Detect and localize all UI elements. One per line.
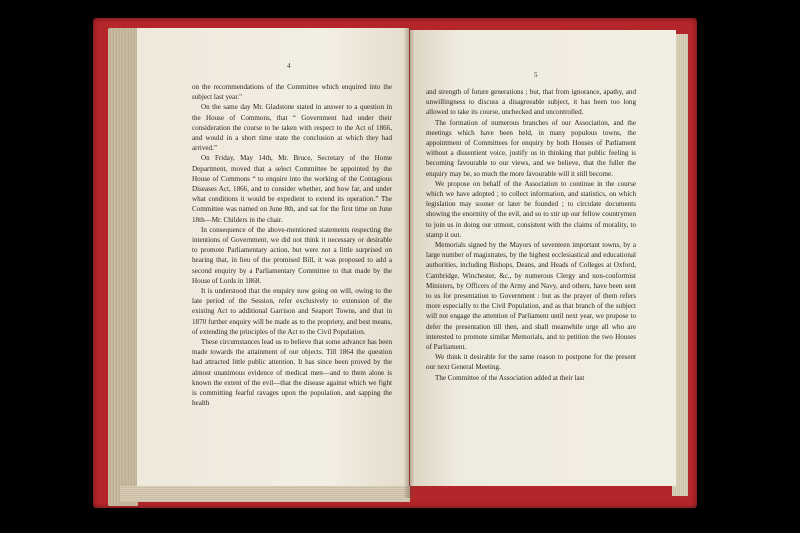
paragraph: In consequence of the above-mentioned statements respecting the intentions of Government, we did not think it necessary or desirable to promote Parliamentary action, but were not a little surprised on hearing that, in lieu of the promised Bill, it was proposed to add a second enquiry by a Parliamentary Committee to that made by the House of Lords in 1868. bbox=[192, 225, 392, 285]
paragraph: We think it desirable for the same reason to postpone for the present our next General Meeting. bbox=[426, 353, 636, 372]
paragraph: and strength of future generations ; but, that from ignorance, apathy, and unwillingness to discuss a disagreeable subject, it has been too long allowed to take its course, unchecked and uncontrolled. bbox=[426, 88, 636, 117]
paragraph: We propose on behalf of the Association to continue in the course which we have adopted ; to collect information, and statistics, on which legislation may sooner or later be founded ; to circulate documents showing the enormity of the evil, and so to stir up our fellow countrymen to join us in doing our utmost, consistent with the claims of morality, to stamp it out. bbox=[426, 179, 636, 239]
paragraph: The formation of numerous branches of our Association, and the meetings which have been held, in many populous towns, the appointment of Committees for enquiry by both Houses of Parliament without a dissentient voice, justify us in thinking that public feeling is becoming favourable to our views, and we believe, that the fuller the enquiry may be, so much the more favourable will it still become. bbox=[426, 118, 636, 178]
paragraph: On the same day Mr. Gladstone stated in answer to a question in the House of Commons, that “ Government had under their consideration the course to be taken with respect to the Act of 1866, and would in a short time state the conclusion at which they had arrived.” bbox=[192, 103, 392, 153]
left-page-number: 4 bbox=[287, 62, 291, 70]
left-page-text bbox=[192, 82, 392, 409]
right-page-number: 5 bbox=[534, 71, 538, 79]
right-page-text bbox=[426, 87, 636, 383]
paragraph: It is understood that the enquiry now going on will, owing to the late period of the Session, refer exclusively to extension of the existing Act to additional Garrison and Seaport Towns, and that in 1870 further enquiry will be made as to the propriety, and best means, of extending the principles of the Act to the Civil Population. bbox=[192, 287, 392, 336]
page-edges-bottom bbox=[120, 486, 410, 502]
page-edges-left bbox=[108, 28, 138, 506]
paragraph: On Friday, May 14th, Mr. Bruce, Secretary of the Home Department, moved that a select Committee be appointed by the House of Commons “ to enquire into the working of the Contagious Diseases Act, 1866, and to consider whether, and how far, and under what conditions it would be expedient to extend its operation.” The Committee was named on June 8th, and sat for the first time on June 18th—Mr. Childers in the chair. bbox=[192, 154, 392, 224]
paragraph: on the recommendations of the Committee which enquired into the subject last year." bbox=[192, 83, 392, 102]
paragraph: Memorials signed by the Mayors of seventeen important towns, by a large number of magistrates, by the highest ecclesiastical and educational authorities, including Bishops, Deans, and Heads of Colleges at Oxford, Cambridge, Winchester, &c., by numerous Clergy and non-conformist Ministers, by Officers of the Army and Navy, and others, have been sent to us for presentation to Government : but as the prayer of them refers more especially to the Civil Population, and as that branch of the subject will not engage the attention of Parliament until next year, we propose to defer the presentation till then, and shall meanwhile urge all who are interested to promote similar Memorials, and to petition the two Houses of Parliament. bbox=[426, 241, 636, 352]
paragraph: The Committee of the Association added at their last bbox=[435, 373, 585, 382]
paragraph: These circumstances lead us to believe that some advance has been made towards the attainment of our objects. Till 1864 the question had attracted little public attention. It has since been proved by the almost unanimous evidence of medical men—and to them alone is known the extent of the evil—that the disease against which we fight is committing fearful ravages upon the population, and sapping the health bbox=[192, 338, 392, 408]
book-gutter bbox=[404, 28, 414, 498]
